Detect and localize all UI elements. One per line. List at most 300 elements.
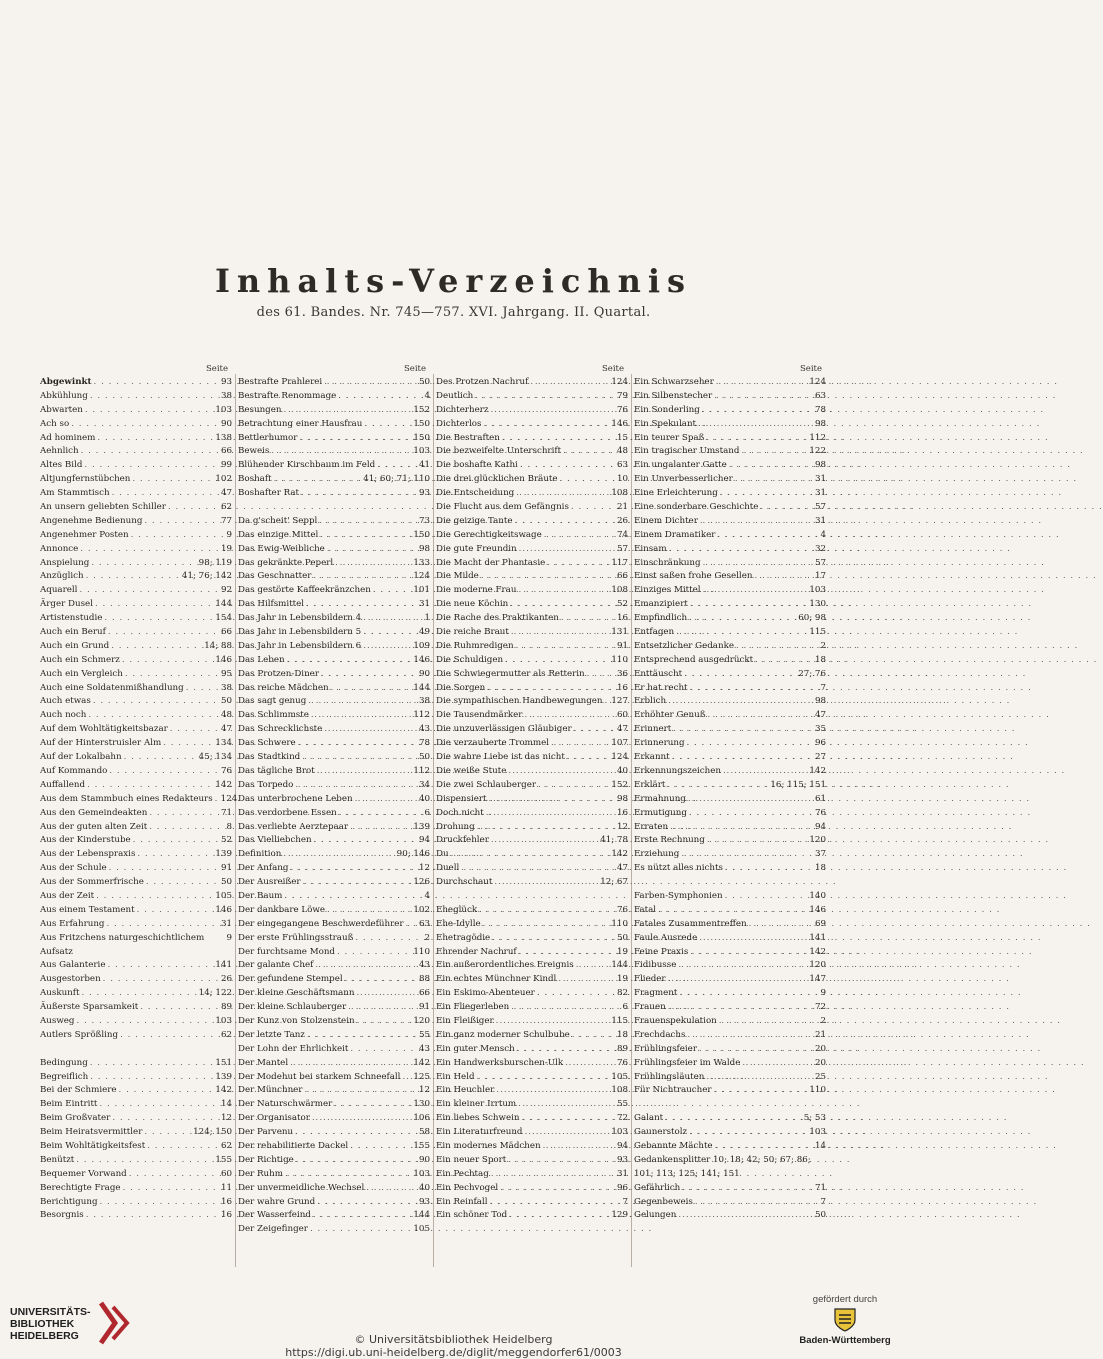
- dot-leader: [321, 668, 417, 682]
- entry-title: Die wahre Liebe ist das nicht: [436, 752, 565, 763]
- entry-page: 150: [413, 432, 430, 443]
- entry-page: 110: [611, 654, 628, 665]
- index-entry: [40, 973, 232, 987]
- entry-page: 124: [611, 752, 628, 763]
- index-entry: [238, 779, 430, 793]
- index-entry: [40, 987, 232, 1001]
- index-entry: [238, 1196, 430, 1210]
- entry-title: Erziehung: [634, 849, 680, 860]
- index-entry: [436, 473, 628, 487]
- index-entry: [40, 821, 232, 835]
- dot-leader: [87, 779, 213, 793]
- index-entry: [40, 709, 232, 723]
- source-url[interactable]: https://digi.ub.uni-heidelberg.de/diglit/meggendorfer61/0003: [285, 1346, 622, 1359]
- dot-leader: [406, 918, 417, 932]
- entry-page: 142: [215, 779, 232, 790]
- dot-leader: [567, 751, 610, 765]
- entry-page: 133: [413, 557, 430, 568]
- dot-leader: [587, 668, 615, 682]
- entry-page: 98: [616, 793, 628, 804]
- entry-page: 110: [611, 918, 628, 929]
- entry-title: Eine sonderbare Geschichte: [634, 502, 759, 513]
- entry-page: 34: [418, 779, 430, 790]
- index-entry: [436, 1209, 628, 1223]
- index-entry: [238, 1098, 430, 1112]
- entry-title: Aus der Kinderstube: [40, 835, 131, 846]
- entry-title: Die gute Freundin: [436, 543, 517, 554]
- entry-title: Das verdorbene Essen: [238, 807, 337, 818]
- index-entry: [634, 515, 826, 529]
- entry-page: 60; 98: [798, 613, 826, 624]
- dot-leader: [571, 501, 615, 515]
- entry-title: Aus der Sommerfrische: [40, 877, 144, 888]
- index-entry: [40, 1084, 232, 1098]
- entry-title: Das unterbrochene Leben: [238, 793, 353, 804]
- entry-title: Der Anfang: [238, 863, 289, 874]
- index-entry: [40, 959, 232, 973]
- entry-page: 16: [220, 1196, 232, 1207]
- dot-leader: [324, 376, 417, 390]
- dot-leader: [716, 376, 808, 390]
- entry-page: 21: [814, 1029, 826, 1040]
- index-entry: [634, 1057, 826, 1071]
- index-entry: [436, 612, 628, 626]
- index-entry: [40, 1098, 232, 1112]
- entry-title: Erste Rechnung: [634, 835, 705, 846]
- entry-page: 12; 67: [600, 877, 628, 888]
- entry-page: 15: [616, 432, 628, 443]
- entry-title: Ein tragischer Umstand: [634, 446, 740, 457]
- entry-title: Erkannt: [634, 752, 670, 763]
- dot-leader: [486, 807, 615, 821]
- dot-leader: [670, 821, 813, 835]
- entry-page: 122: [809, 446, 826, 457]
- entry-title: Einschränkung: [634, 557, 701, 568]
- index-entry: [436, 973, 628, 987]
- index-entry: [238, 598, 430, 612]
- index-entry: [238, 515, 430, 529]
- entry-page: 49: [418, 627, 430, 638]
- index-entry: [436, 584, 628, 598]
- entry-title: Der Lohn der Ehrlichkeit: [238, 1043, 349, 1054]
- dot-leader: [345, 973, 417, 987]
- entry-title: Die Sorgen: [436, 682, 486, 693]
- index-entry: [238, 654, 430, 668]
- entry-title: Flieder: [634, 974, 666, 985]
- entry-title: Das Schwere: [238, 738, 296, 749]
- entry-page: 102: [215, 474, 232, 485]
- entry-title: Berichtigung: [40, 1196, 98, 1207]
- entry-title: Der Mantel: [238, 1057, 289, 1068]
- dot-leader: [492, 932, 615, 946]
- index-entry: [40, 807, 232, 821]
- entry-title: Auch eine Soldatenmißhandlung: [40, 682, 184, 693]
- index-entry: [40, 543, 232, 557]
- dot-leader: [308, 695, 417, 709]
- dot-leader: [320, 529, 411, 543]
- index-entry: [436, 501, 628, 515]
- entry-title: Erinnerung: [634, 738, 685, 749]
- index-entry: [634, 376, 826, 390]
- index-entry: [40, 834, 232, 848]
- index-entry: [238, 668, 430, 682]
- dot-leader: [363, 612, 422, 626]
- entry-page: 9: [226, 932, 232, 943]
- index-entry: [40, 570, 232, 584]
- dot-leader: [90, 390, 219, 404]
- dot-leader: [682, 1182, 813, 1196]
- entry-page: 62: [220, 502, 232, 513]
- index-entry: [436, 779, 628, 793]
- entry-page: 37: [814, 849, 826, 860]
- entry-page: 31: [616, 1168, 628, 1179]
- index-entry: [634, 682, 826, 696]
- seite-header: Seite: [403, 364, 426, 374]
- index-entry: [40, 765, 232, 779]
- entry-title: Der eingegangene Beschwerdeführer: [238, 918, 404, 929]
- index-entry: [436, 404, 628, 418]
- entry-title: Emanzipiert: [634, 599, 688, 610]
- dot-leader: [543, 1140, 615, 1154]
- entry-title: Er hat recht: [634, 682, 688, 693]
- entry-page: 16: [616, 682, 628, 693]
- entry-title: Aus Fritzchens naturgeschichtlichem Aufsatz: [40, 932, 205, 957]
- dot-leader: [97, 432, 213, 446]
- entry-page: 103: [809, 1127, 826, 1138]
- entry-page: 66: [418, 988, 430, 999]
- dot-leader: [681, 848, 813, 862]
- index-entry: [40, 932, 232, 960]
- entry-title: Feine Praxis: [634, 946, 689, 957]
- entry-title: Der wahre Grund: [238, 1196, 316, 1207]
- entry-title: Frauenspekulation: [634, 1015, 717, 1026]
- entry-title: Auch ein Vergleich: [40, 668, 123, 679]
- dot-leader: [698, 418, 813, 432]
- entry-title: Das Torpedo: [238, 779, 294, 790]
- page-subtitle: des 61. Bandes. Nr. 745—757. XVI. Jahrgang. II. Quartal.: [256, 305, 651, 320]
- entry-title: Anzüglich: [40, 571, 84, 582]
- dot-leader: [689, 1126, 807, 1140]
- index-entry: [238, 807, 430, 821]
- entry-title: Galant: [634, 1113, 664, 1124]
- dot-leader: [290, 862, 416, 876]
- entry-page: 63: [814, 390, 826, 401]
- entry-title: Besungen: [238, 404, 282, 415]
- index-entry: [634, 654, 826, 668]
- entry-title: Erklärt: [634, 779, 666, 790]
- entry-page: 102: [413, 904, 430, 915]
- index-entry: [40, 793, 238, 807]
- dot-leader: [511, 626, 610, 640]
- dot-leader: [147, 1140, 219, 1154]
- entry-page: 146: [215, 904, 232, 915]
- entry-page: 14: [814, 1140, 826, 1151]
- entry-title: Die Milde: [436, 571, 479, 582]
- dot-leader: [521, 1112, 614, 1126]
- index-entry: [436, 1001, 628, 1015]
- entry-title: Das reiche Mädchen: [238, 682, 329, 693]
- dot-leader: [163, 737, 213, 751]
- dot-leader: [714, 1084, 808, 1098]
- dot-leader: [754, 570, 813, 584]
- entry-title: Der Wasserfeind: [238, 1210, 311, 1221]
- dot-leader: [132, 473, 213, 487]
- entry-page: 19: [616, 974, 628, 985]
- footer-credits: [0, 1333, 907, 1359]
- index-entry: [238, 1084, 430, 1098]
- index-entry: [40, 1168, 232, 1182]
- dot-leader: [112, 1112, 219, 1126]
- dot-leader: [672, 751, 813, 765]
- index-entry: [238, 876, 430, 890]
- dot-leader: [558, 973, 615, 987]
- index-entry: [634, 529, 826, 543]
- index-entry: [238, 973, 430, 987]
- entry-title: Fatales Zusammentreffen: [634, 918, 747, 929]
- dot-leader: [516, 487, 609, 501]
- entry-page: 76: [616, 404, 628, 415]
- dot-leader: [673, 723, 813, 737]
- dot-leader: [76, 1154, 213, 1168]
- entry-page: 110: [413, 946, 430, 957]
- entry-title: Das Protzen-Diner: [238, 668, 319, 679]
- entry-page: 43: [418, 724, 430, 735]
- dot-leader: [79, 584, 218, 598]
- dot-leader: [551, 737, 609, 751]
- dot-leader: [560, 473, 615, 487]
- index-entry: [436, 1196, 628, 1210]
- entry-page: 91: [220, 863, 232, 874]
- dot-leader: [760, 501, 813, 515]
- index-entry: [238, 626, 430, 640]
- index-entry: [238, 1057, 430, 1071]
- dot-leader: [324, 723, 417, 737]
- entry-page: 94: [418, 835, 430, 846]
- entry-page: 126: [413, 877, 430, 888]
- index-entry: [436, 1098, 628, 1112]
- entry-page: 108: [611, 1085, 628, 1096]
- dot-leader: [735, 473, 813, 487]
- entry-page: 20: [814, 1043, 826, 1054]
- dot-leader: [313, 1209, 412, 1223]
- entry-page: 103: [215, 1016, 232, 1026]
- dot-leader: [287, 654, 412, 668]
- dot-leader: [687, 737, 813, 751]
- index-entry: [40, 737, 232, 751]
- entry-title: Das gestörte Kaffeekränzchen: [238, 585, 371, 596]
- index-entry: [40, 890, 232, 904]
- entry-title: Erblich: [634, 696, 667, 707]
- index-entry: [40, 598, 232, 612]
- index-entry: [238, 404, 430, 418]
- entry-title: Der Ausreißer: [238, 877, 301, 888]
- section-gap: [634, 876, 826, 890]
- index-entry: [634, 1029, 826, 1043]
- entry-page: 139: [215, 1071, 232, 1082]
- entry-title: Aus Galanterie: [40, 960, 106, 971]
- dot-leader: [119, 1084, 214, 1098]
- entry-title: Auf der Lokalbahn: [40, 752, 122, 763]
- dot-leader: [516, 640, 615, 654]
- dot-leader: [88, 709, 219, 723]
- dot-leader: [699, 1043, 813, 1057]
- entry-page: 117: [611, 557, 628, 568]
- library-name-line: HEIDELBERG: [10, 1330, 79, 1342]
- entry-title: Annonce: [40, 543, 79, 554]
- entry-page: 89: [220, 1002, 232, 1013]
- entry-page: 141: [809, 932, 826, 943]
- index-entry: [40, 848, 232, 862]
- dot-leader: [491, 834, 598, 848]
- index-entry: [40, 779, 232, 793]
- index-entry: [40, 515, 232, 529]
- index-entry: [238, 723, 430, 737]
- dot-leader: [669, 543, 813, 557]
- entry-title: Aus der Zeit: [40, 890, 95, 901]
- index-entry: [634, 668, 826, 682]
- entry-page: 43: [418, 960, 430, 971]
- index-entry: [238, 1223, 430, 1237]
- dot-leader: [706, 1071, 813, 1085]
- dot-leader: [755, 654, 813, 668]
- entry-title: Eine Erleichterung: [634, 488, 718, 499]
- index-entry: [40, 1029, 232, 1043]
- index-entry: [238, 682, 430, 696]
- dot-leader: [563, 445, 615, 459]
- index-entry: [238, 1140, 430, 1154]
- index-entry: [238, 1168, 430, 1182]
- entry-title: Frauen: [634, 1002, 666, 1013]
- entry-title: Der kleine Schlauberger: [238, 1002, 347, 1013]
- entry-page: 47: [616, 863, 628, 874]
- entry-title: Boshaft: [238, 474, 272, 485]
- entry-page: 110: [809, 1085, 826, 1096]
- entry-title: Die neue Köchin: [436, 599, 509, 610]
- entry-page: 108: [611, 585, 628, 596]
- dot-leader: [350, 821, 411, 835]
- dot-leader: [699, 932, 807, 946]
- entry-title: Entfagen: [634, 627, 675, 638]
- index-entry: [238, 1015, 430, 1029]
- index-entry: [634, 1154, 826, 1182]
- dot-leader: [520, 459, 615, 473]
- dot-leader: [295, 1126, 417, 1140]
- index-entry: [238, 1154, 430, 1168]
- entry-page: 62: [220, 1141, 232, 1152]
- index-entry: [634, 501, 826, 515]
- index-entry: [436, 1168, 628, 1182]
- entry-title: Das Vielliebchen: [238, 835, 312, 846]
- index-entry: [436, 418, 628, 432]
- dot-leader: [490, 1196, 621, 1210]
- entry-title: Ein Reinfall: [436, 1196, 488, 1207]
- dot-leader: [137, 904, 214, 918]
- entry-title: Ein Spekulant: [634, 418, 697, 429]
- entry-page: 43: [418, 1043, 430, 1054]
- index-entry: [436, 1126, 628, 1140]
- index-entry: [238, 1182, 430, 1196]
- index-entry: [238, 543, 430, 557]
- dot-leader: [461, 862, 615, 876]
- entry-title: Äußerste Sparsamkeit: [40, 1002, 139, 1013]
- entry-page: 144: [413, 1210, 430, 1221]
- index-entry: [634, 418, 826, 432]
- entry-title: Empfindlich: [634, 613, 688, 624]
- entry-page: 9: [226, 529, 232, 540]
- seite-header: Seite: [205, 364, 228, 374]
- index-entry: [436, 1057, 628, 1071]
- index-entry: [634, 751, 826, 765]
- entry-page: 127: [611, 696, 628, 707]
- entry-title: Ein modernes Mädchen: [436, 1140, 541, 1151]
- entry-title: Beim Eintritt: [40, 1099, 98, 1110]
- index-entry: [238, 529, 430, 543]
- seite-header: Seite: [799, 364, 822, 374]
- dot-leader: [676, 626, 807, 640]
- dot-leader: [146, 876, 219, 890]
- entry-title: Die verzauberte Trommel: [436, 738, 550, 749]
- index-entry: [238, 1071, 430, 1085]
- index-entry: [238, 751, 430, 765]
- dot-leader: [312, 1112, 411, 1126]
- dot-leader: [350, 1140, 411, 1154]
- entry-page: 146: [809, 904, 826, 915]
- entry-page: 27: [814, 752, 826, 763]
- entry-title: Ärger Dusel: [40, 599, 93, 610]
- entry-title: Ehe-Idylle: [436, 918, 481, 929]
- dot-leader: [131, 529, 225, 543]
- entry-page: 26: [616, 515, 628, 526]
- entry-title: Ermahnung: [634, 793, 686, 804]
- entry-title: Das Leben: [238, 654, 285, 665]
- entry-title: Aus der Lebenspraxis: [40, 849, 136, 860]
- entry-title: Erhöhter Genuß: [634, 710, 706, 721]
- entry-page: 50: [220, 877, 232, 888]
- entry-title: Auf der Hinterstruisler Alm: [40, 738, 162, 749]
- entry-page: 31: [220, 918, 232, 929]
- dot-leader: [215, 793, 219, 807]
- funder-logo[interactable]: [790, 1294, 900, 1354]
- entry-page: 50: [418, 377, 430, 387]
- entry-title: Auffallend: [40, 779, 86, 790]
- entry-page: 11: [220, 1182, 232, 1193]
- entry-title: Auf Kommando: [40, 765, 108, 776]
- entry-page: 60: [616, 710, 628, 721]
- dot-leader: [668, 973, 808, 987]
- entry-page: 130: [809, 599, 826, 610]
- entry-page: 93: [418, 1196, 430, 1207]
- entry-title: Ein Pechtag: [436, 1168, 489, 1179]
- index-entry: [238, 821, 430, 835]
- entry-page: 112: [809, 432, 826, 443]
- entry-title: Ein ungalanter Gatte: [634, 460, 727, 471]
- dot-leader: [502, 432, 615, 446]
- entry-page: 40: [418, 793, 430, 804]
- entry-page: 103: [413, 1168, 430, 1179]
- index-entry: [634, 557, 826, 571]
- entry-page: 144: [611, 960, 628, 971]
- dot-leader: [366, 1182, 417, 1196]
- index-entry: [634, 1209, 826, 1223]
- copyright-text: © Universitätsbibliothek Heidelberg: [354, 1333, 553, 1346]
- index-entry: [436, 793, 628, 807]
- entry-title: Bestrafte Renommage: [238, 390, 337, 401]
- index-entry: [436, 1084, 628, 1098]
- entry-title: Gegenbeweis: [634, 1196, 693, 1207]
- dot-leader: [561, 612, 615, 626]
- dot-leader: [489, 793, 615, 807]
- entry-title: Der unvermeidliche Wechsel: [238, 1182, 365, 1193]
